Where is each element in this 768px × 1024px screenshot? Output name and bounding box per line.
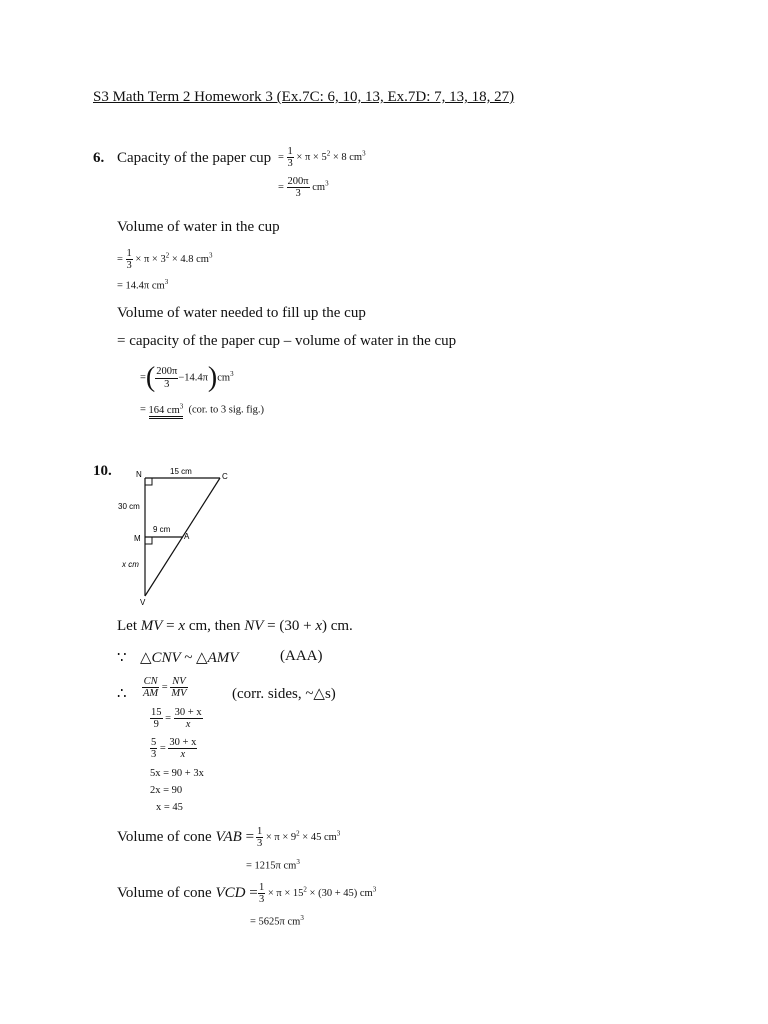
q10-vcd-result: = 5625π $cm^3$ bbox=[250, 914, 304, 928]
q10-vab-result: = 1215π $cm^3$ bbox=[246, 858, 300, 872]
label-9cm: 9 cm bbox=[153, 525, 171, 534]
label-x-cm: x cm bbox=[122, 560, 139, 569]
q10-because-symbol: ∵ bbox=[117, 650, 127, 666]
q10-step3: 5x = 90 + 3x bbox=[150, 768, 204, 779]
q6-needed-label: Volume of water needed to fill up the cup bbox=[117, 305, 366, 321]
question-10-number: 10. bbox=[93, 463, 112, 479]
q10-step1: $\frac{15}{9}$ = $\frac{30 + x}{x}$ bbox=[151, 707, 202, 731]
q10-similar-statement: △CNV ~ △AMV bbox=[140, 650, 239, 666]
q6-needed-line: = capacity of the paper cup – volume of water in the cup bbox=[117, 333, 457, 349]
q10-vab-label: Volume of cone VAB = bbox=[117, 829, 255, 845]
label-15cm: 15 cm bbox=[170, 467, 192, 476]
q6-water-label: Volume of water in the cup bbox=[117, 219, 280, 235]
label-a: A bbox=[184, 532, 190, 541]
q6-needed-eq1: =( $\frac{200\pi}{3}$ $-14.4\pi)cm^3$ bbox=[140, 362, 234, 393]
question-6-number: 6. bbox=[93, 150, 105, 166]
q10-therefore-reason: (corr. sides, ~△s) bbox=[232, 686, 336, 702]
q10-ratio-eq: $\frac{CN}{AM}$ = $\frac{NV}{MV}$ bbox=[143, 676, 187, 700]
q6-water-eq1: = $\frac{1}{3}$ × $\pi \times 3^2 \times 4.8$ $cm^3$ bbox=[117, 248, 213, 272]
label-30cm: 30 cm bbox=[118, 502, 140, 511]
q10-step5: x = 45 bbox=[156, 802, 183, 813]
q10-therefore-symbol: ∴ bbox=[117, 686, 127, 702]
label-v: V bbox=[140, 598, 146, 607]
q10-vab-eq: $\frac{1}{3}$ × $\pi \times 9^2 \times 45$ $cm^3$ bbox=[257, 826, 341, 850]
page-title: S3 Math Term 2 Homework 3 (Ex.7C: 6, 10, 13, Ex.7D: 7, 13, 18, 27) bbox=[93, 89, 515, 105]
q6-answer-note: (cor. to 3 sig. fig.) bbox=[188, 404, 265, 416]
triangle-diagram bbox=[110, 462, 240, 612]
label-m: M bbox=[134, 534, 141, 543]
q10-let-line: Let MV = x cm, then NV = (30 + x) cm. bbox=[117, 618, 353, 634]
right-angle-n bbox=[145, 478, 152, 485]
q6-answer: 164 cm bbox=[148, 404, 180, 416]
q6-capacity-label: Capacity of the paper cup bbox=[117, 150, 272, 166]
q6-water-eq2: = 14.4π $cm^3$ bbox=[117, 278, 169, 292]
q6-capacity-eq2: = $\frac{200\pi}{3}$ $cm^3$ bbox=[278, 176, 329, 200]
q10-vcd-eq: $\frac{1}{3}$ × $\pi \times 15^2 \times (30 + 45)$ $cm^3$ bbox=[259, 882, 377, 906]
right-angle-m bbox=[145, 537, 152, 544]
label-n: N bbox=[136, 470, 142, 479]
q6-needed-eq2: = 164 $cm^3$ (cor. to 3 sig. fig.) bbox=[140, 402, 264, 416]
q10-because-reason: (AAA) bbox=[280, 648, 323, 664]
q10-step4: 2x = 90 bbox=[150, 785, 183, 796]
label-c: C bbox=[222, 472, 228, 481]
q10-vcd-label: Volume of cone VCD = bbox=[117, 885, 258, 901]
q6-capacity-eq1: = $\frac{1}{3}$ × $\pi \times 5^2 \times 8$ $cm^3$ bbox=[278, 146, 366, 170]
q10-step2: $\frac{5}{3}$ = $\frac{30 + x}{x}$ bbox=[151, 737, 197, 761]
